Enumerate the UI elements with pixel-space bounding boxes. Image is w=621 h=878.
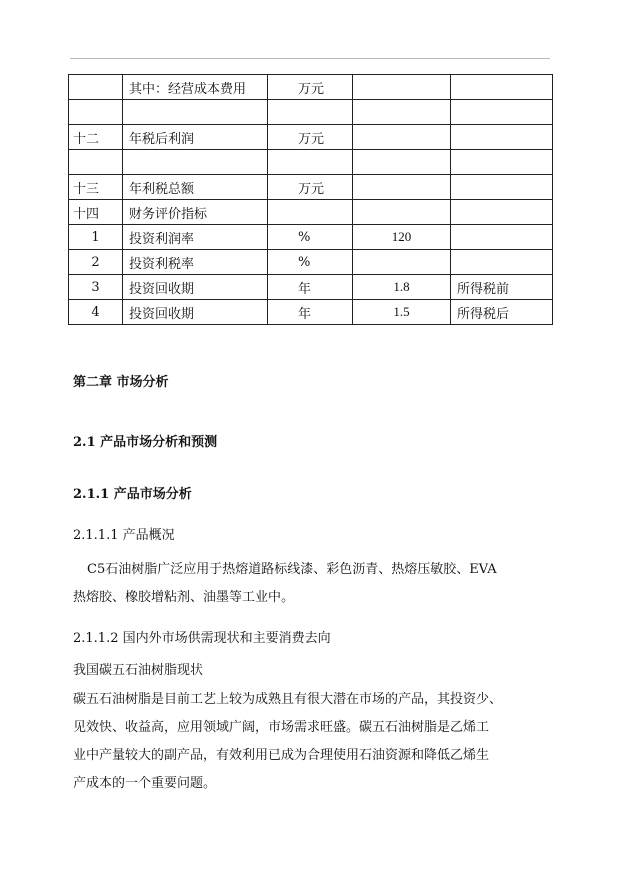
note-cell xyxy=(451,125,553,150)
table-row xyxy=(69,250,553,275)
paragraph-line: 业中产量较大的副产品，有效利用已成为合理使用石油资源和降低乙烯生 xyxy=(73,748,490,763)
row-number-cell: 4 xyxy=(69,300,123,325)
item-cell xyxy=(123,150,268,175)
note-cell xyxy=(451,150,553,175)
note-cell: 所得税前 xyxy=(451,275,553,300)
paragraph-c5-status xyxy=(73,686,553,798)
row-number-cell: 2 xyxy=(69,250,123,275)
unit-cell: 万元 xyxy=(268,75,353,100)
row-number-cell: 十二 xyxy=(69,125,123,150)
value-cell xyxy=(353,150,451,175)
chapter-title: 第二章 市场分析 xyxy=(73,375,169,390)
table-row xyxy=(69,125,553,150)
table-row xyxy=(69,150,553,175)
value-cell: 1.8 xyxy=(353,275,451,300)
item-cell: 年利税总额 xyxy=(123,175,268,200)
subsubsection-title-1: 2.1.1.1 产品概况 xyxy=(73,528,175,543)
item-cell: 年税后利润 xyxy=(123,125,268,150)
section-title: 2.1 产品市场分析和预测 xyxy=(73,435,218,450)
value-cell xyxy=(353,250,451,275)
row-number-cell: 十四 xyxy=(69,200,123,225)
item-cell: 财务评价指标 xyxy=(123,200,268,225)
paragraph-line: 见效快、收益高，应用领域广阔，市场需求旺盛。碳五石油树脂是乙烯工 xyxy=(73,720,490,735)
row-number-cell: 3 xyxy=(69,275,123,300)
subsubsection-title-2: 2.1.1.2 国内外市场供需现状和主要消费去向 xyxy=(73,631,331,646)
table-row xyxy=(69,225,553,250)
value-cell: 1.5 xyxy=(353,300,451,325)
table-row xyxy=(69,200,553,225)
note-cell xyxy=(451,200,553,225)
table-row xyxy=(69,75,553,100)
unit-cell: 年 xyxy=(268,300,353,325)
note-cell xyxy=(451,100,553,125)
value-cell: 120 xyxy=(353,225,451,250)
note-cell xyxy=(451,75,553,100)
paragraph-line: 产成本的一个重要问题。 xyxy=(73,776,217,791)
row-number-cell xyxy=(69,100,123,125)
subsection-title: 2.1.1 产品市场分析 xyxy=(73,487,192,502)
paragraph-product-overview xyxy=(73,556,553,612)
table-row xyxy=(69,300,553,325)
value-cell xyxy=(353,100,451,125)
note-cell xyxy=(451,225,553,250)
paragraph-line: 碳五石油树脂是目前工艺上较为成熟且有很大潜在市场的产品，其投资少、 xyxy=(73,692,503,707)
paragraph-line: 热熔胶、橡胶增粘剂、油墨等工业中。 xyxy=(73,590,295,605)
row-number-cell: 1 xyxy=(69,225,123,250)
unit-cell: 万元 xyxy=(268,175,353,200)
row-number-cell xyxy=(69,75,123,100)
unit-cell: % xyxy=(268,225,353,250)
table-row xyxy=(69,275,553,300)
item-cell: 投资回收期 xyxy=(123,300,268,325)
note-cell xyxy=(451,250,553,275)
value-cell xyxy=(353,200,451,225)
item-cell: 其中：经营成本费用 xyxy=(123,75,268,100)
unit-cell: 年 xyxy=(268,275,353,300)
item-cell: 投资回收期 xyxy=(123,275,268,300)
header-rule xyxy=(70,58,550,59)
row-number-cell xyxy=(69,150,123,175)
value-cell xyxy=(353,175,451,200)
table-row xyxy=(69,100,553,125)
value-cell xyxy=(353,75,451,100)
note-cell: 所得税后 xyxy=(451,300,553,325)
item-cell: 投资利税率 xyxy=(123,250,268,275)
financial-table xyxy=(68,74,553,325)
unit-cell: 万元 xyxy=(268,125,353,150)
unit-cell: % xyxy=(268,250,353,275)
unit-cell xyxy=(268,200,353,225)
table-row xyxy=(69,175,553,200)
paragraph-heading: 我国碳五石油树脂现状 xyxy=(73,663,204,678)
row-number-cell: 十三 xyxy=(69,175,123,200)
note-cell xyxy=(451,175,553,200)
unit-cell xyxy=(268,100,353,125)
item-cell: 投资利润率 xyxy=(123,225,268,250)
unit-cell xyxy=(268,150,353,175)
item-cell xyxy=(123,100,268,125)
paragraph-line: C5石油树脂广泛应用于热熔道路标线漆、彩色沥青、热熔压敏胶、EVA xyxy=(87,562,497,577)
value-cell xyxy=(353,125,451,150)
